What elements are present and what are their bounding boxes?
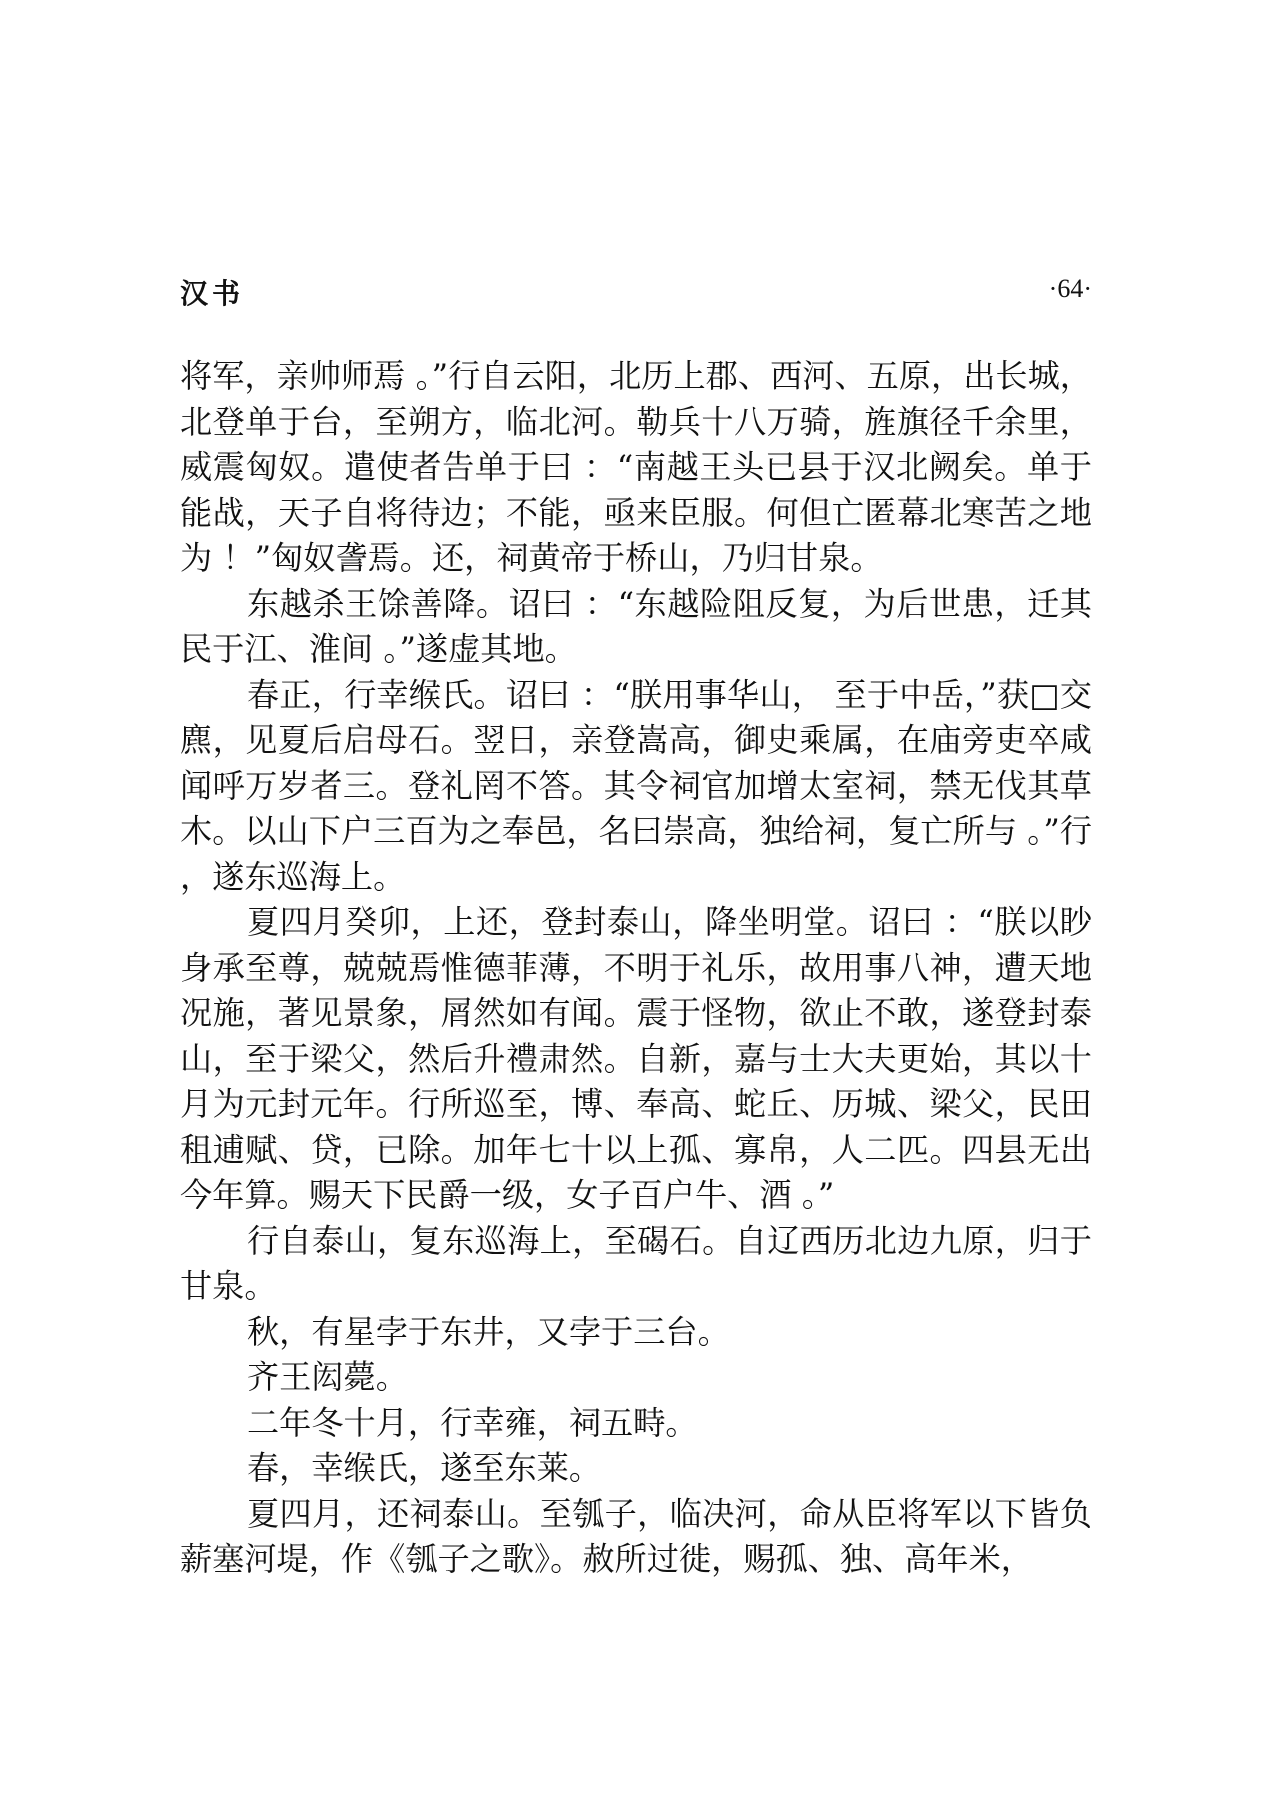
paragraph: 春，幸缑氏，遂至东莱。 <box>247 1449 602 1487</box>
paragraph: 二年冬十月，行幸雍，祠五畤。 <box>247 1403 698 1442</box>
paragraph: 夏四月癸卯，上还，登封泰山，降坐明堂。诏曰 ：“朕以眇身承至尊，兢兢焉惟德菲薄，不明于礼乐，故用事八神，遭天地况施，著见景象，屑然如有闻。震于怪物，欲止不敢，遂登封泰山，至于梁父，然后升禮肃然。自新，嘉与士大夫更始，其以十月为元封元年。行所巡至，博、奉高、蛇丘、历城、梁父，民田租逋赋、贷，已除。加年七十以上孤、寡帛，人二匹。四县无出今年算。赐天下民爵一级，女子百户牛、酒 。” <box>180 903 1092 1214</box>
book-title: 汉书 <box>180 277 245 310</box>
paragraph: 东越杀王馀善降。诏曰 ：“东越险阻反复，为后世患，迁其民于江、淮间 。”遂虚其地。 <box>180 584 1092 668</box>
paragraph: 将军，亲帅师焉 。”行自云阳，北历上郡、西河、五原，出长城，北登单于台，至朔方，临北河。勒兵十八万骑，旌旗径千余里，威震匈奴。遣使者告单于曰 ：“南越王头已县于汉北阙矣。单于能战，天子自将待边；不能，亟来臣服。何但亡匿幕北寒苦之地为 ！”匈奴詟焉。还，祠黄帝于桥山，乃归甘泉。 <box>180 357 1092 577</box>
paragraph: 春正，行幸缑氏。诏曰 ：“朕用事华山， 至于中岳，”获□交麃，见夏后启母石。翌日，亲登嵩高，御史乘属，在庙旁吏卒咸闻呼万岁者三。登礼罔不答。其令祠官加增太室祠，禁无伐其草木。以山下户三百为之奉邑，名曰崇高，独给祠，复亡所与 。”行，遂东巡海上。 <box>180 675 1092 896</box>
paragraph: 秋，有星孛于东井，又孛于三台。 <box>247 1312 730 1351</box>
paragraph: 行自泰山，复东巡海上，至碣石。自辽西历北边九原，归于甘泉。 <box>180 1221 1092 1305</box>
body-text <box>180 354 1092 1583</box>
paragraph: 夏四月，还祠泰山。至瓠子，临决河，命从臣将军以下皆负薪塞河堤，作《瓠子之歌》。赦所过徙，赐孤、独、高年米， <box>180 1494 1092 1578</box>
page-number: ·64· <box>1048 274 1092 303</box>
paragraph: 齐王闳薨。 <box>247 1358 408 1396</box>
page-header <box>180 272 1092 312</box>
